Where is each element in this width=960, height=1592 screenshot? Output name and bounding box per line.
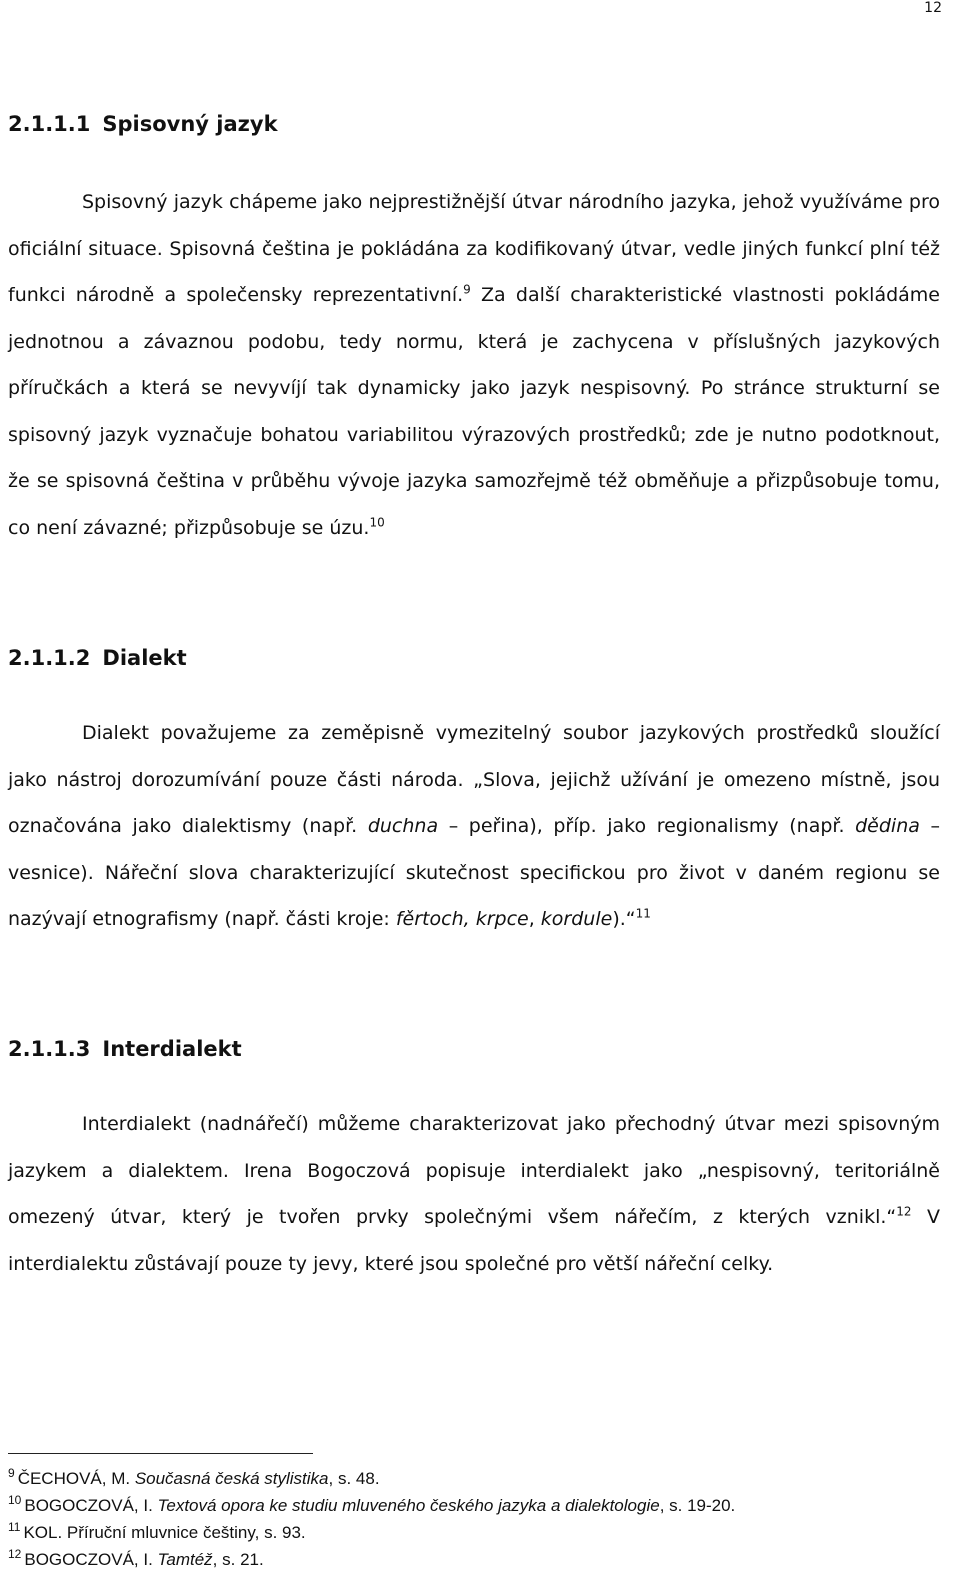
footnote-ref-10[interactable]: 10: [369, 515, 385, 530]
footnote-number: 9: [8, 1466, 15, 1481]
footnote-text: , s. 19-20.: [659, 1496, 736, 1515]
example-word: dědina: [855, 815, 920, 837]
footnote-text: BOGOCZOVÁ, I.: [24, 1496, 158, 1515]
section-number: 2.1.1.3: [8, 1037, 91, 1061]
footnote-text: , s. 48.: [328, 1469, 380, 1488]
paragraph-text: ,: [528, 908, 541, 930]
footnotes: [8, 1465, 948, 1573]
example-word: kordule: [540, 908, 613, 930]
footnote-text: BOGOCZOVÁ, I.: [24, 1550, 158, 1569]
paragraph-text: Za další charakteristické vlastnosti pokládáme jednotnou a závaznou podobu, tedy normu, která je zachycena v příslušných jazykových příručkách a která se nevyvíjí tak dynamicky jako jazyk nespisovný. Po stránce strukturní se spisovný jazyk vyznačuje bohatou variabilitou výrazových prostředků; zde je nutno podotknout, že se spisovná čeština v průběhu vývoje jazyka samozřejmě též obměňuje a přizpůsobuje tomu, co není závazné; přizpůsobuje se úzu.: [8, 284, 940, 539]
paragraph-text: – vesnice). Nářeční slova charakterizující skutečnost specifickou pro život v daném regionu se nazývají etnografismy (např. části kroje:: [8, 815, 940, 930]
footnote-ref-11[interactable]: 11: [635, 906, 651, 921]
footnote-title: Současná česká stylistika: [134, 1469, 329, 1488]
footnote-11: [8, 1519, 948, 1546]
section-heading-interdialekt: [8, 1037, 242, 1061]
footnote-text: ČECHOVÁ, M.: [17, 1469, 135, 1488]
footnote-12: [8, 1546, 948, 1573]
example-word: fěrtoch, krpce: [395, 908, 529, 930]
paragraph-text: Dialekt považujeme za zeměpisně vymezitelný soubor jazykových prostředků sloužící jako nástroj dorozumívání pouze části národa. „Slova, jejichž užívání je omezeno místně, jsou označována jako dialektismy (např.: [8, 722, 940, 837]
footnote-10: [8, 1492, 948, 1519]
paragraph-text: V interdialektu zůstávají pouze ty jevy, které jsou společné pro větší nářeční celky.: [8, 1206, 940, 1275]
paragraph-interdialekt: [8, 1101, 940, 1287]
footnote-9: [8, 1465, 948, 1492]
footnote-number: 12: [8, 1547, 22, 1562]
example-word: duchna: [367, 815, 439, 837]
paragraph-text: – peřina), příp. jako regionalismy (např.: [438, 815, 856, 837]
section-title: Spisovný jazyk: [102, 112, 278, 136]
section-number: 2.1.1.1: [8, 112, 91, 136]
footnote-separator: [8, 1453, 313, 1454]
footnote-title: Textová opora ke studiu mluveného českého jazyka a dialektologie: [157, 1496, 660, 1515]
footnote-text: , s. 21.: [212, 1550, 264, 1569]
paragraph-text: Spisovný jazyk chápeme jako nejprestižnější útvar národního jazyka, jehož využíváme pro oficiální situace. Spisovná čeština je pokládána za kodifikovaný útvar, vedle jiných funkcí plní též funkci národně a společensky reprezentativní.: [8, 191, 940, 306]
section-number: 2.1.1.2: [8, 646, 91, 670]
paragraph-spisovny-jazyk: [8, 179, 940, 551]
page-number: 12: [924, 0, 942, 16]
footnote-ref-9[interactable]: 9: [463, 282, 471, 297]
section-heading-dialekt: [8, 646, 187, 670]
section-heading-spisovny-jazyk: [8, 112, 278, 136]
footnote-ref-12[interactable]: 12: [896, 1204, 912, 1219]
paragraph-text: ).“: [612, 908, 636, 930]
paragraph-text: Interdialekt (nadnářečí) můžeme charakterizovat jako přechodný útvar mezi spisovným jazykem a dialektem. Irena Bogoczová popisuje interdialekt jako „nespisovný, teritoriálně omezený útvar, který je tvořen prvky společnými všem nářečím, z kterých vznikl.“: [8, 1113, 940, 1228]
footnote-number: 11: [8, 1520, 21, 1535]
footnote-number: 10: [8, 1493, 22, 1508]
section-title: Dialekt: [102, 646, 187, 670]
footnote-title: Tamtéž: [157, 1550, 213, 1569]
section-title: Interdialekt: [102, 1037, 242, 1061]
paragraph-dialekt: [8, 710, 940, 943]
footnote-text: KOL. Příruční mluvnice češtiny, s. 93.: [23, 1523, 306, 1542]
